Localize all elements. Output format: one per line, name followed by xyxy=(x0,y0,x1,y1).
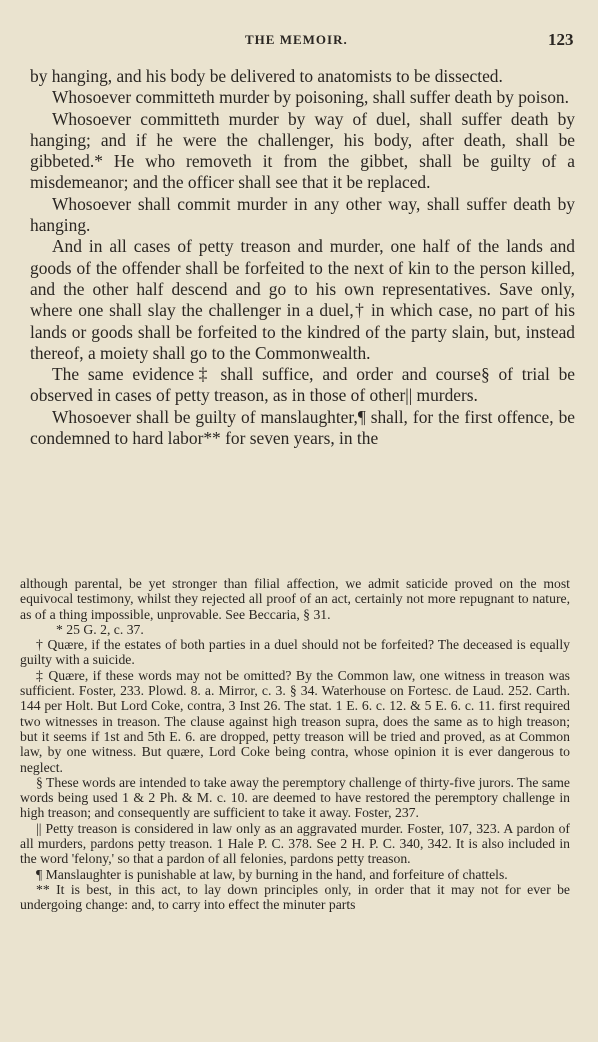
paragraph: Whosoever committeth murder by poisoning, shall suffer death by poison. xyxy=(52,87,569,108)
paragraph: And in all cases of petty treason and murder, one half of the lands and goods of the offender shall be forfeited to the next of kin to the person killed, and the other half descend and go to his own representatives. Save only, where one shall slay the challenger in a duel,† in which case, no part of his lands or goods shall be forfeited to the kindred of the party slain, but, instead thereof, a moiety shall go to the Commonwealth. xyxy=(30,236,575,363)
paragraph: by hanging, and his body be delivered to anatomists to be dissected. xyxy=(30,66,503,86)
paragraph: Whosoever committeth murder by way of duel, shall suffer death by hanging; and if he were the challenger, his body, after death, shall be gibbeted.* He who removeth it from the gibbet, shall be guilty of a misdemeanor; and the officer shall see that it be replaced. xyxy=(30,108,575,193)
paragraph: Whosoever shall be guilty of manslaughter,¶ shall, for the first offence, be condemned to hard labor** for seven years, in the xyxy=(30,406,575,449)
footnotes xyxy=(20,576,570,913)
footnote: ** It is best, in this act, to lay down principles only, in order that it may not for ever be undergoing change: and, to carry into effect the minuter parts xyxy=(20,881,570,913)
paragraph: The same evidence‡ shall suffice, and order and course§ of trial be observed in cases of petty treason, as in those of other|| murders. xyxy=(30,364,575,406)
main-text xyxy=(30,66,575,449)
page-header xyxy=(0,30,598,54)
running-title: THE MEMOIR. xyxy=(245,32,348,47)
paragraph: Whosoever shall commit murder in any other way, shall suffer death by hanging. xyxy=(30,193,575,236)
footnote: ¶ Manslaughter is punishable at law, by burning in the hand, and forfeiture of chattels. xyxy=(36,866,508,882)
footnote: § These words are intended to take away the peremptory challenge of thirty-five jurors. The same words being used 1 & 2 Ph. & M. c. 10. are deemed to have restored the peremptory challenge in high treason; and consequently are sufficient to take it away. Foster, 237. xyxy=(20,774,570,821)
footnote-continued: although parental, be yet stronger than filial affection, we admit saticide proved on the most equivocal testimony, whilst they rejected all proof of an act, certainly not more repugnant to nature, as of a thing impossible, unprovable. See Beccaria, § 31. xyxy=(20,576,570,622)
footnote: || Petty treason is considered in law only as an aggravated murder. Foster, 107, 323. A pardon of all murders, pardons petty treason. 1 Hale P. C. 378. See 2 H. P. C. 340, 342. It is also included in the word 'felony,' so that a pardon of all felonies, pardons petty treason. xyxy=(20,820,570,867)
footnote: ‡ Quære, if these words may not be omitted? By the Common law, one witness in treason was sufficient. Foster, 233. Plowd. 8. a. Mirror, c. 3. § 34. Waterhouse on Fortesc. de Laud. 252. Carth. 144 per Holt. But Lord Coke, contra, 3 Inst 26. The stat. 1 E. 6. c. 12. & 5 E. 6. c. 11. first required two witnesses in treason. The clause against high treason supra, does the same as to high treason; but it seems if 1st and 5th E. 6. are dropped, petty treason will be tried and proved, as at Common law, by one witness. But quære, Lord Coke being contra, whose opinion it is ever dangerous to neglect. xyxy=(20,667,570,775)
footnote: † Quære, if the estates of both parties in a duel should not be forfeited? The deceased is equally guilty with a suicide. xyxy=(20,637,570,668)
page-number: 123 xyxy=(548,30,574,49)
footnote: * 25 G. 2, c. 37. xyxy=(56,621,144,637)
